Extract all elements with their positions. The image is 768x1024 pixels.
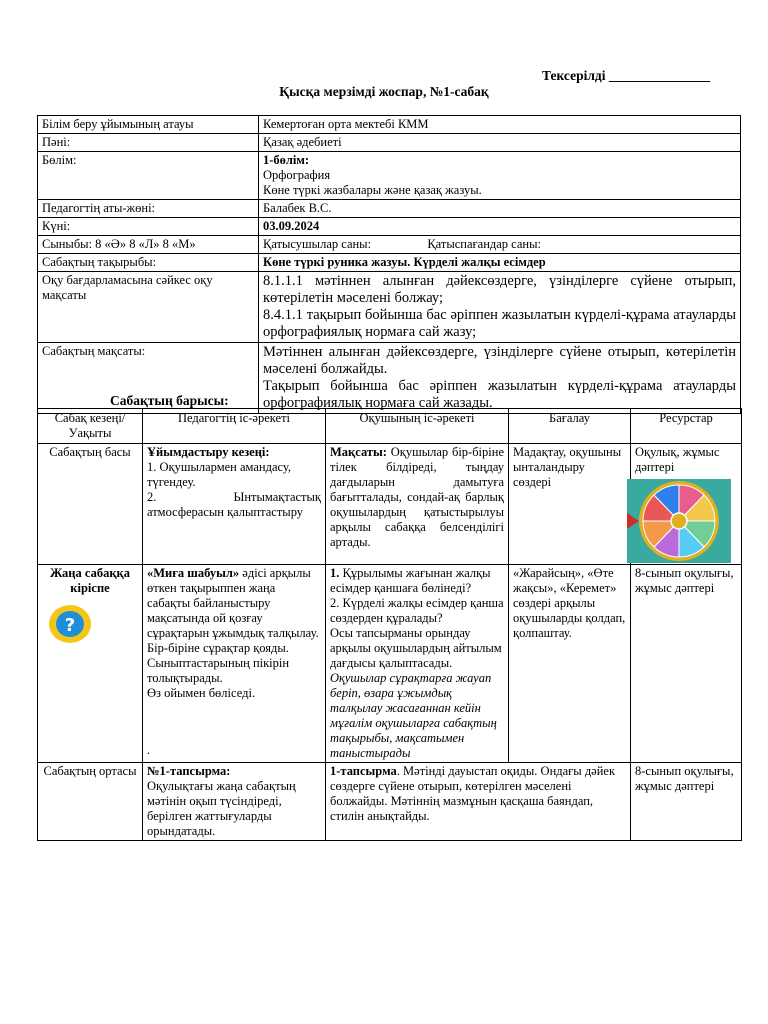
flow-header-row: [38, 409, 742, 444]
absent-label: Қатыспағандар саны:: [427, 237, 541, 251]
student-middle: [326, 763, 631, 841]
student-middle-title: 1-тапсырма: [330, 764, 397, 778]
flow-row-middle: [38, 763, 742, 841]
topic-label: Сабақтың тақырыбы:: [38, 254, 259, 272]
teacher-intro: [143, 565, 326, 763]
info-row-class: [38, 236, 741, 254]
header-assessment: Бағалау: [509, 409, 631, 444]
goals-label: Оқу бағдарламасына сәйкес оқу мақсаты: [38, 272, 259, 343]
question-bubble-icon: [48, 604, 92, 644]
student-start: [326, 444, 509, 565]
teacher-start-item-2: 2. Ынтымақтастық атмосферасын қалыптастыру: [147, 490, 321, 519]
checked-line: Тексерілді _______________: [542, 68, 711, 83]
student-middle-text: . Мәтінді дауыстап оқиды. Ондағы дәйек сөздерге сүйене отырып, көтерілген мәселені болжайды. Мәтіннің мазмұнын қасқаша баяндап, стилін анықтайды.: [330, 764, 616, 823]
student-intro-q2: 2. Күрделі жалқы есімдер қанша сөздерден құралады?: [330, 596, 504, 625]
assessment-start: Мадақтау, оқушыны ынталандыру сөздері: [509, 444, 631, 565]
date-label: Күні:: [38, 218, 259, 236]
flow-row-start: [38, 444, 742, 565]
teacher-start-item-1: 1. Оқушылармен амандасу, түгендеу.: [147, 460, 292, 489]
section-label: Бөлім:: [38, 152, 259, 200]
goals-value: [259, 272, 741, 343]
teacher-middle-text-2: берілген жаттығуларды орындатады.: [147, 809, 272, 838]
resources-intro: 8-сынып оқулығы, жұмыс дәптері: [631, 565, 742, 763]
resources-start-text: Оқулық, жұмыс дәптері: [635, 445, 720, 474]
present-label: Қатысушылар саны:: [263, 237, 372, 251]
goal-2: 8.4.1.1 тақырып бойынша бас әріппен жазылатын күрделі-құрама атауларды орфографиялық нормаға сай жазу;: [263, 307, 736, 340]
info-row-teacher: [38, 200, 741, 218]
header-student: Оқушының іс-әрекеті: [326, 409, 509, 444]
header-resources: Ресурстар: [631, 409, 742, 444]
topic-value: Көне түркі руника жазуы. Күрделі жалқы есімдер: [259, 254, 741, 272]
attendance-cell: [259, 236, 741, 254]
aim-1: Мәтіннен алынған дәйексөздерге, үзінділерге сүйене отырып, көтерілетін мәселені болжайды.: [263, 344, 736, 377]
info-table: [37, 115, 741, 414]
info-row-topic: [38, 254, 741, 272]
teacher-middle-title: №1-тапсырма:: [147, 764, 231, 778]
stage-intro-label: Жаңа сабаққа кіріспе: [50, 566, 130, 595]
teacher-start: [143, 444, 326, 565]
teacher-label: Педагогтің аты-жөні:: [38, 200, 259, 218]
resources-start: [631, 444, 742, 565]
plan-title: Қысқа мерзімді жоспар, №1-сабақ: [279, 84, 489, 99]
header-stage: Сабақ кезеңі/Уақыты: [38, 409, 143, 444]
org-label: Білім беру ұйымының атауы: [38, 116, 259, 134]
info-row-subject: [38, 134, 741, 152]
progress-title: Сабақтың барысы:: [110, 393, 229, 408]
teacher-middle-text: Оқулықтағы жаңа сабақтың мәтінін оқып түсіндіреді,: [147, 779, 296, 808]
assessment-intro: «Жарайсың», «Өте жақсы», «Керемет» сөздері арқылы оқушыларды қолдап, қолпаштау.: [509, 565, 631, 763]
aim-value: [259, 343, 741, 414]
stage-start: Сабақтың басы: [38, 444, 143, 565]
org-value: Кемертоған орта мектебі КММ: [259, 116, 741, 134]
teacher-intro-dot: .: [147, 743, 151, 757]
fortune-wheel-image: [627, 479, 731, 563]
student-intro-text: Осы тапсырманы орындау арқылы оқушылардың айтылым дағдысы қалыптасады.: [330, 626, 502, 670]
aim-2: Тақырып бойынша бас әріппен жазылатын күрделі-құрама атауларды орфографиялық нормаға сай жазады.: [263, 378, 736, 411]
aim-label: Сабақтың мақсаты:: [38, 343, 259, 414]
stage-intro: [38, 565, 143, 763]
resources-middle: 8-сынып оқулығы, жұмыс дәптері: [631, 763, 742, 841]
info-row-org: [38, 116, 741, 134]
svg-text:?: ?: [64, 615, 76, 636]
section-number: 1-бөлім:: [263, 153, 310, 167]
student-start-title: Мақсаты:: [330, 445, 387, 459]
date-value: 03.09.2024: [259, 218, 741, 236]
student-start-text: Оқушылар бір-біріне тілек білдіреді, тыңдау дағдыларын дамытуға бағытталады, сондай-ақ барлық оқушылардың қатыстырылуы арқылы сабаққа белсенділігі артады.: [330, 445, 504, 549]
info-row-goals: [38, 272, 741, 343]
info-row-date: [38, 218, 741, 236]
teacher-intro-text: әдісі арқылы өткен тақырыппен жаңа сабақты байланыстыру мақсатында ой қозғау сұрақтарын ұжымдық талқылау. Бір-біріне сұрақтар қояды. Сыныптастарының пікірін толықтырады.: [147, 566, 319, 685]
student-intro-q1-num: 1.: [330, 566, 340, 580]
section-subtitle: Көне түркі жазбалары және қазақ жазуы.: [263, 183, 482, 197]
stage-middle: Сабақтың ортасы: [38, 763, 143, 841]
flow-row-intro: [38, 565, 742, 763]
teacher-value: Балабек В.С.: [259, 200, 741, 218]
class-label: Сыныбы: 8 «Ә» 8 «Л» 8 «М»: [38, 236, 259, 254]
header-teacher: Педагогтің іс-әрекеті: [143, 409, 326, 444]
student-intro: [326, 565, 509, 763]
section-name: Орфография: [263, 168, 331, 182]
student-intro-italic: Оқушылар сұрақтарға жауап беріп, өзара ұжымдық талқылау жасағаннан кейін мұғалім оқушыларға сабақтың тақырыбы, мақсатымен таныстырады: [330, 671, 497, 760]
student-intro-q1: Құрылымы жағынан жалқы есімдер қаншаға бөлінеді?: [330, 566, 491, 595]
subject-value: Қазақ әдебиеті: [259, 134, 741, 152]
goal-1: 8.1.1.1 мәтіннен алынған дәйексөздерге, үзінділерге сүйене отырып, көтерілетін мәселені болжау;: [263, 273, 736, 306]
info-row-section: [38, 152, 741, 200]
brainstorm-method: «Миға шабуыл»: [147, 566, 240, 580]
lesson-flow-table: [37, 408, 742, 841]
subject-label: Пәні:: [38, 134, 259, 152]
teacher-start-title: Ұйымдастыру кезеңі:: [147, 445, 270, 459]
teacher-intro-text-2: Өз ойымен бөліседі.: [147, 686, 256, 700]
teacher-middle: [143, 763, 326, 841]
section-value: [259, 152, 741, 200]
